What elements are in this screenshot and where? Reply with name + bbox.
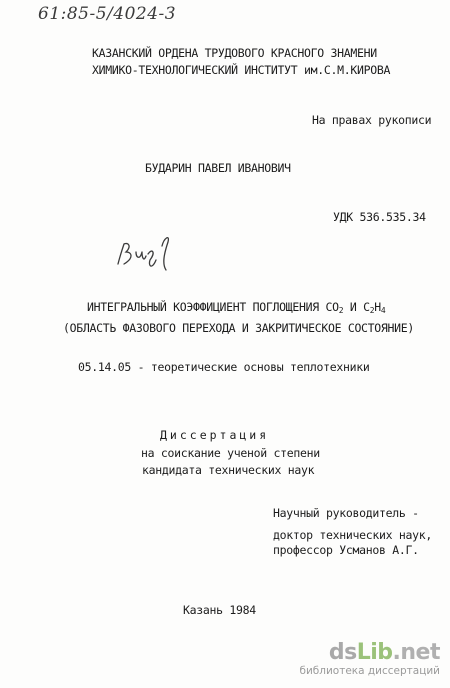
- dissertation-title-line-1: [87, 300, 385, 314]
- h-subscript: 4: [380, 306, 386, 315]
- supervisor-name: профессор Усманов А.Г.: [273, 543, 419, 557]
- specialty-code: 05.14.05 - теоретические основы теплотехники: [78, 360, 370, 374]
- signature-image: [112, 226, 192, 276]
- author-signature: [112, 226, 192, 276]
- archive-number: 61:85-5/4024-3: [38, 4, 177, 24]
- dissertation-degree-line: на соискание ученой степени: [141, 446, 320, 460]
- dslib-tagline: библиотека диссертаций: [299, 665, 440, 677]
- supervisor-degree: доктор технических наук,: [273, 528, 432, 542]
- dslib-logo[interactable]: [299, 642, 440, 664]
- udc-code: УДК 536.535.34: [333, 210, 426, 224]
- title-mid-text: И C: [343, 300, 370, 314]
- logo-lib: Lib: [356, 640, 393, 665]
- dissertation-candidate-line: кандидата технических наук: [142, 463, 315, 477]
- place-year: Казань 1984: [183, 603, 256, 617]
- logo-net: .net: [392, 640, 440, 665]
- author-name: БУДАРИН ПАВЕЛ ИВАНОВИЧ: [145, 161, 291, 175]
- supervisor-title: Научный руководитель -: [273, 506, 419, 520]
- title-main-text: ИНТЕГРАЛЬНЫЙ КОЭФФИЦИЕНТ ПОГЛОЩЕНИЯ CO: [87, 300, 339, 314]
- c-subscript: 2: [369, 306, 375, 315]
- dissertation-heading: Диссертация: [160, 428, 270, 442]
- institution-line-2: ХИМИКО-ТЕХНОЛОГИЧЕСКИЙ ИНСТИТУТ им.С.М.КИРОВА: [92, 63, 391, 77]
- logo-ds: ds: [328, 640, 357, 665]
- institution-line-1: КАЗАНСКИЙ ОРДЕНА ТРУДОВОГО КРАСНОГО ЗНАМЕНИ: [92, 46, 377, 60]
- co-subscript: 2: [338, 306, 344, 315]
- dslib-watermark[interactable]: [299, 642, 440, 678]
- dissertation-title-line-2: (ОБЛАСТЬ ФАЗОВОГО ПЕРЕХОДА И ЗАКРИТИЧЕСКОЕ СОСТОЯНИЕ): [63, 321, 415, 335]
- title-h-text: H: [374, 300, 381, 314]
- manuscript-rights: На правах рукописи: [312, 113, 432, 127]
